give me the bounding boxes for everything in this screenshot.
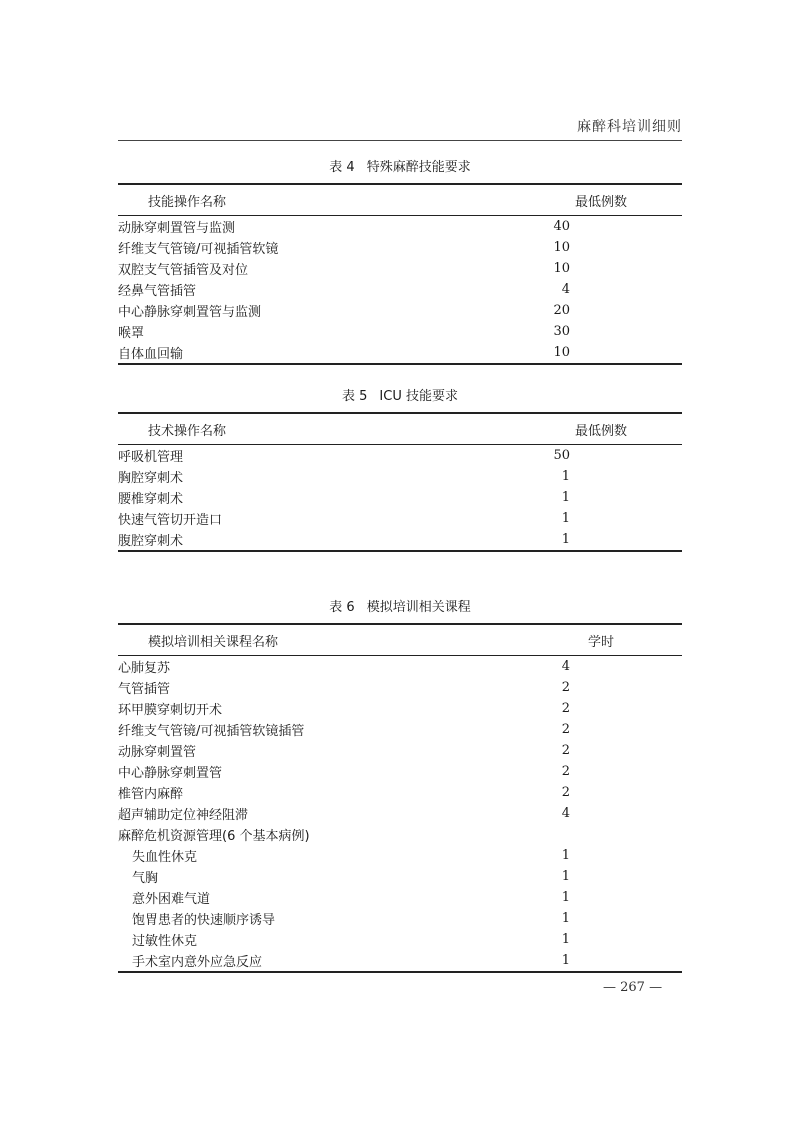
table-4 bbox=[118, 156, 682, 365]
row-name: 胸腔穿刺术 bbox=[118, 471, 184, 486]
row-value: 2 bbox=[561, 701, 570, 716]
row-value: 2 bbox=[561, 743, 570, 758]
row-name: 饱胃患者的快速顺序诱导 bbox=[132, 913, 276, 928]
table-row bbox=[118, 740, 682, 761]
row-value: 1 bbox=[561, 932, 570, 947]
row-name: 动脉穿刺置管与监测 bbox=[118, 221, 236, 236]
row-value: 1 bbox=[561, 532, 570, 547]
row-name: 呼吸机管理 bbox=[118, 450, 184, 465]
table-6-grid bbox=[118, 623, 682, 973]
table-row bbox=[118, 887, 682, 908]
table-5-col-name-header: 技术操作名称 bbox=[148, 423, 227, 439]
row-value: 50 bbox=[553, 448, 570, 463]
table-row bbox=[118, 300, 682, 321]
row-value: 4 bbox=[561, 282, 570, 297]
table-5 bbox=[118, 385, 682, 552]
row-name: 腰椎穿刺术 bbox=[118, 492, 184, 507]
table-5-header-row bbox=[118, 413, 682, 445]
row-name: 气胸 bbox=[132, 871, 159, 886]
row-name: 纤维支气管镜/可视插管软镜 bbox=[118, 242, 279, 257]
page-number: — 267 — bbox=[603, 980, 663, 995]
table-row bbox=[118, 466, 682, 487]
table-row bbox=[118, 237, 682, 258]
table-row bbox=[118, 445, 682, 467]
row-value: 10 bbox=[553, 261, 570, 276]
table-4-grid bbox=[118, 183, 682, 365]
table-4-header-row bbox=[118, 184, 682, 216]
table-row bbox=[118, 824, 682, 845]
table-6-header-row bbox=[118, 624, 682, 656]
table-row bbox=[118, 258, 682, 279]
row-value: 1 bbox=[561, 848, 570, 863]
row-name: 腹腔穿刺术 bbox=[118, 534, 184, 549]
row-name: 自体血回输 bbox=[118, 347, 184, 362]
table-4-label: 表 4 bbox=[329, 160, 355, 175]
row-value: 1 bbox=[561, 469, 570, 484]
table-row bbox=[118, 342, 682, 364]
table-5-label: 表 5 bbox=[342, 389, 368, 404]
table-row bbox=[118, 487, 682, 508]
table-6-title: 模拟培训相关课程 bbox=[366, 600, 471, 615]
row-value: 4 bbox=[561, 659, 570, 674]
table-row bbox=[118, 866, 682, 887]
row-value bbox=[520, 824, 682, 845]
table-4-col-count-header: 最低例数 bbox=[574, 194, 627, 210]
row-value: 1 bbox=[561, 953, 570, 968]
row-name: 手术室内意外应急反应 bbox=[132, 955, 263, 970]
table-4-col-name-header: 技能操作名称 bbox=[148, 194, 227, 210]
row-value: 20 bbox=[553, 303, 570, 318]
row-value: 1 bbox=[561, 490, 570, 505]
row-name: 快速气管切开造口 bbox=[118, 513, 223, 528]
table-6-col-hours-header: 学时 bbox=[587, 634, 614, 650]
table-row bbox=[118, 279, 682, 300]
table-row bbox=[118, 321, 682, 342]
row-value: 2 bbox=[561, 785, 570, 800]
row-name: 过敏性休克 bbox=[132, 934, 198, 949]
row-name: 双腔支气管插管及对位 bbox=[118, 263, 249, 278]
table-6-label: 表 6 bbox=[329, 600, 355, 615]
row-value: 40 bbox=[553, 219, 570, 234]
table-row bbox=[118, 677, 682, 698]
table-4-title: 特殊麻醉技能要求 bbox=[366, 160, 471, 175]
row-value: 4 bbox=[561, 806, 570, 821]
row-name: 经鼻气管插管 bbox=[118, 284, 197, 299]
table-4-caption bbox=[118, 156, 682, 175]
table-row bbox=[118, 803, 682, 824]
table-row bbox=[118, 529, 682, 551]
row-value: 2 bbox=[561, 722, 570, 737]
table-5-col-count-header: 最低例数 bbox=[574, 423, 627, 439]
row-value: 10 bbox=[553, 240, 570, 255]
header-rule bbox=[118, 140, 682, 141]
row-name: 喉罩 bbox=[118, 326, 145, 341]
running-header: 麻醉科培训细则 bbox=[577, 119, 682, 135]
row-value: 2 bbox=[561, 680, 570, 695]
table-6-caption bbox=[118, 596, 682, 615]
row-name: 纤维支气管镜/可视插管软镜插管 bbox=[118, 724, 305, 739]
row-value: 1 bbox=[561, 890, 570, 905]
row-value: 2 bbox=[561, 764, 570, 779]
table-row bbox=[118, 782, 682, 803]
table-row bbox=[118, 719, 682, 740]
table-row bbox=[118, 761, 682, 782]
row-name: 动脉穿刺置管 bbox=[118, 745, 197, 760]
table-row bbox=[118, 216, 682, 238]
row-name: 中心静脉穿刺置管与监测 bbox=[118, 305, 262, 320]
table-row bbox=[118, 845, 682, 866]
table-row bbox=[118, 508, 682, 529]
table-row bbox=[118, 950, 682, 972]
row-name: 椎管内麻醉 bbox=[118, 787, 184, 802]
row-name: 心肺复苏 bbox=[118, 661, 171, 676]
table-row bbox=[118, 929, 682, 950]
table-5-caption bbox=[118, 385, 682, 404]
row-name: 失血性休克 bbox=[132, 850, 198, 865]
table-row bbox=[118, 656, 682, 678]
row-value: 1 bbox=[561, 911, 570, 926]
row-name: 环甲膜穿刺切开术 bbox=[118, 703, 223, 718]
table-row bbox=[118, 908, 682, 929]
table-5-grid bbox=[118, 412, 682, 552]
row-value: 1 bbox=[561, 869, 570, 884]
row-name: 中心静脉穿刺置管 bbox=[118, 766, 223, 781]
row-value: 30 bbox=[553, 324, 570, 339]
table-row bbox=[118, 698, 682, 719]
table-6-col-name-header: 模拟培训相关课程名称 bbox=[148, 634, 279, 650]
row-name: 气管插管 bbox=[118, 682, 171, 697]
table-5-title: ICU 技能要求 bbox=[379, 389, 458, 404]
row-name: 超声辅助定位神经阻滞 bbox=[118, 808, 249, 823]
table-6 bbox=[118, 596, 682, 973]
row-value: 1 bbox=[561, 511, 570, 526]
row-value: 10 bbox=[553, 345, 570, 360]
row-name: 麻醉危机资源管理(6 个基本病例) bbox=[118, 829, 310, 844]
row-name: 意外困难气道 bbox=[132, 892, 211, 907]
